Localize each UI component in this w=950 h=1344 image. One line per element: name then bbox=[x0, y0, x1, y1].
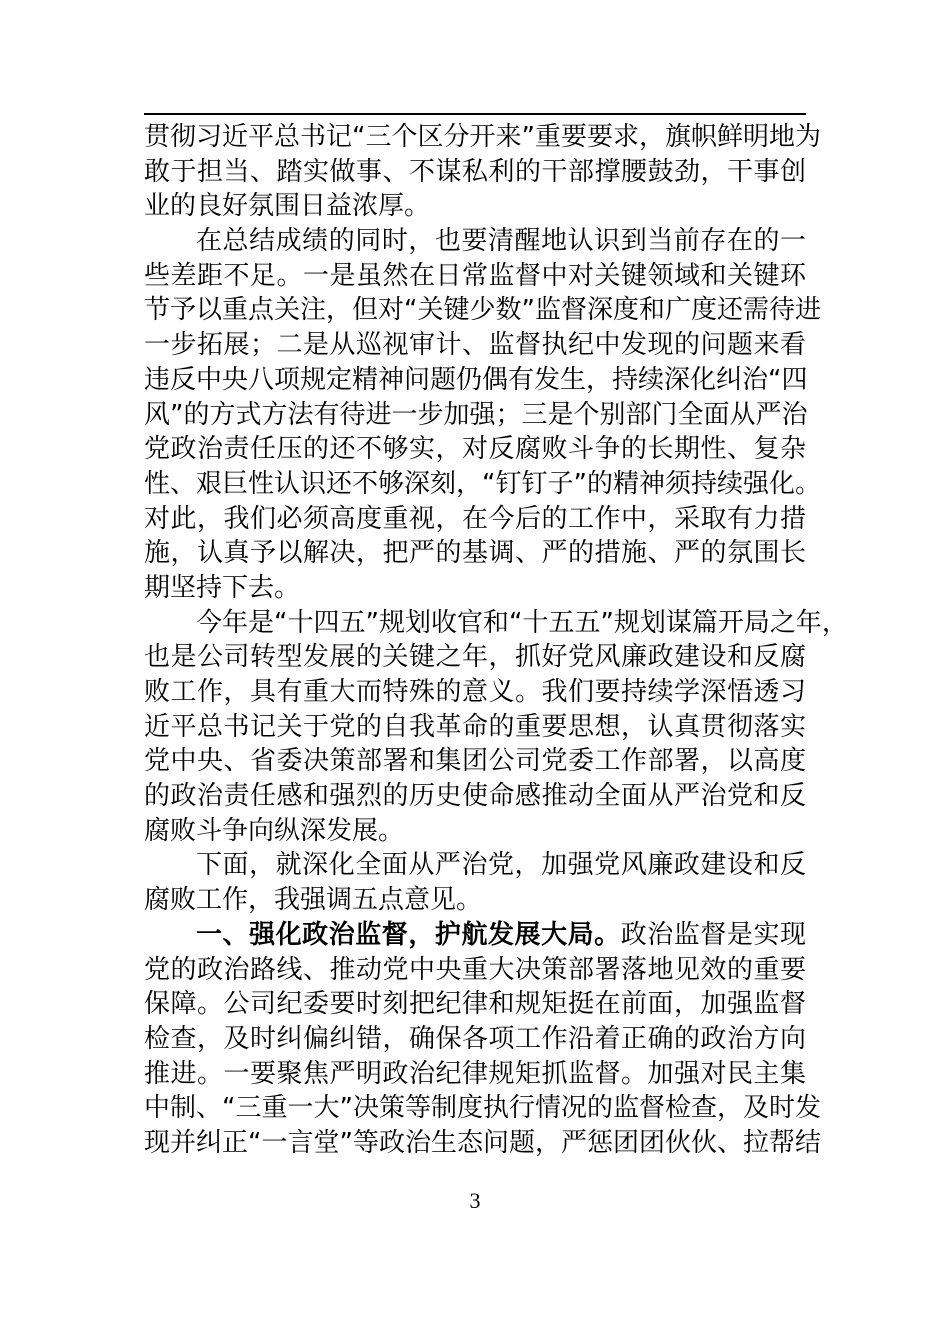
text-line: 保障。公司纪委要时刻把纪律和规矩挺在前面，加强监督 bbox=[144, 989, 806, 1020]
text-line: 节予以重点关注，但对“关键少数”监督深度和广度还需待进 bbox=[144, 295, 821, 326]
section-text: 政治监督是实现 bbox=[620, 919, 806, 950]
text-line: 也是公司转型发展的关键之年，抓好党风廉政建设和反腐 bbox=[144, 642, 806, 673]
text-line: 施，认真予以解决，把严的基调、严的措施、严的氛围长 bbox=[144, 538, 806, 569]
text-line: 违反中央八项规定精神问题仍偶有发生，持续深化纠治“四 bbox=[144, 364, 808, 395]
text-line: 贯彻习近平总书记“三个区分开来”重要要求，旗帜鲜明地为 bbox=[144, 122, 821, 152]
text-line: 党中央、省委决策部署和集团公司党委工作部署，以高度 bbox=[144, 746, 806, 777]
text-line: 党的政治路线、推动党中央重大决策部署落地见效的重要 bbox=[144, 954, 806, 985]
text-line: 的政治责任感和强烈的历史使命感推动全面从严治党和反 bbox=[144, 781, 806, 812]
text-line: 今年是“十四五”规划收官和“十五五”规划谋篇开局之年， bbox=[196, 607, 848, 638]
text-line: 党政治责任压的还不够实，对反腐败斗争的长期性、复杂 bbox=[144, 434, 806, 465]
header-rule bbox=[144, 113, 806, 115]
text-line: 中制、“三重一大”决策等制度执行情况的监督检查，及时发 bbox=[144, 1093, 821, 1124]
text-line: 检查，及时纠偏纠错，确保各项工作沿着正确的政治方向 bbox=[144, 1023, 806, 1054]
text-line: 对此，我们必须高度重视，在今后的工作中，采取有力措 bbox=[144, 503, 806, 534]
text-line: 下面，就深化全面从严治党，加强党风廉政建设和反 bbox=[196, 850, 806, 881]
text-line: 近平总书记关于党的自我革命的重要思想，认真贯彻落实 bbox=[144, 711, 806, 742]
text-line: 风”的方式方法有待进一步加强；三是个别部门全面从严治 bbox=[144, 399, 808, 430]
text-line: 推进。一要聚焦严明政治纪律规矩抓监督。加强对民主集 bbox=[144, 1058, 806, 1089]
document-body bbox=[144, 120, 848, 1161]
text-line: 现并纠正“一言堂”等政治生态问题，严惩团团伙伙、拉帮结 bbox=[144, 1127, 821, 1158]
text-line: 性、艰巨性认识还不够深刻，“钉钉子”的精神须持续强化。 bbox=[144, 468, 821, 499]
text-line: 腐败工作，我强调五点意见。 bbox=[144, 885, 483, 916]
text-line: 腐败斗争向纵深发展。 bbox=[144, 815, 405, 846]
text-line: 些差距不足。一是虽然在日常监督中对关键领域和关键环 bbox=[144, 260, 806, 291]
text-line: 一步拓展；二是从巡视审计、监督执纪中发现的问题来看 bbox=[144, 330, 806, 361]
page-number: 3 bbox=[469, 1188, 481, 1213]
section-heading: 一、强化政治监督，护航发展大局。 bbox=[196, 919, 621, 950]
text-line: 业的良好氛围日益浓厚。 bbox=[144, 191, 431, 222]
text-line: 败工作，具有重大而特殊的意义。我们要持续学深悟透习 bbox=[144, 677, 806, 707]
text-line bbox=[144, 918, 806, 953]
text-line: 在总结成绩的同时，也要清醒地认识到当前存在的一 bbox=[196, 226, 806, 257]
text-line: 期坚持下去。 bbox=[144, 572, 301, 603]
text-line: 敢于担当、踏实做事、不谋私利的干部撑腰鼓劲，干事创 bbox=[144, 156, 806, 187]
